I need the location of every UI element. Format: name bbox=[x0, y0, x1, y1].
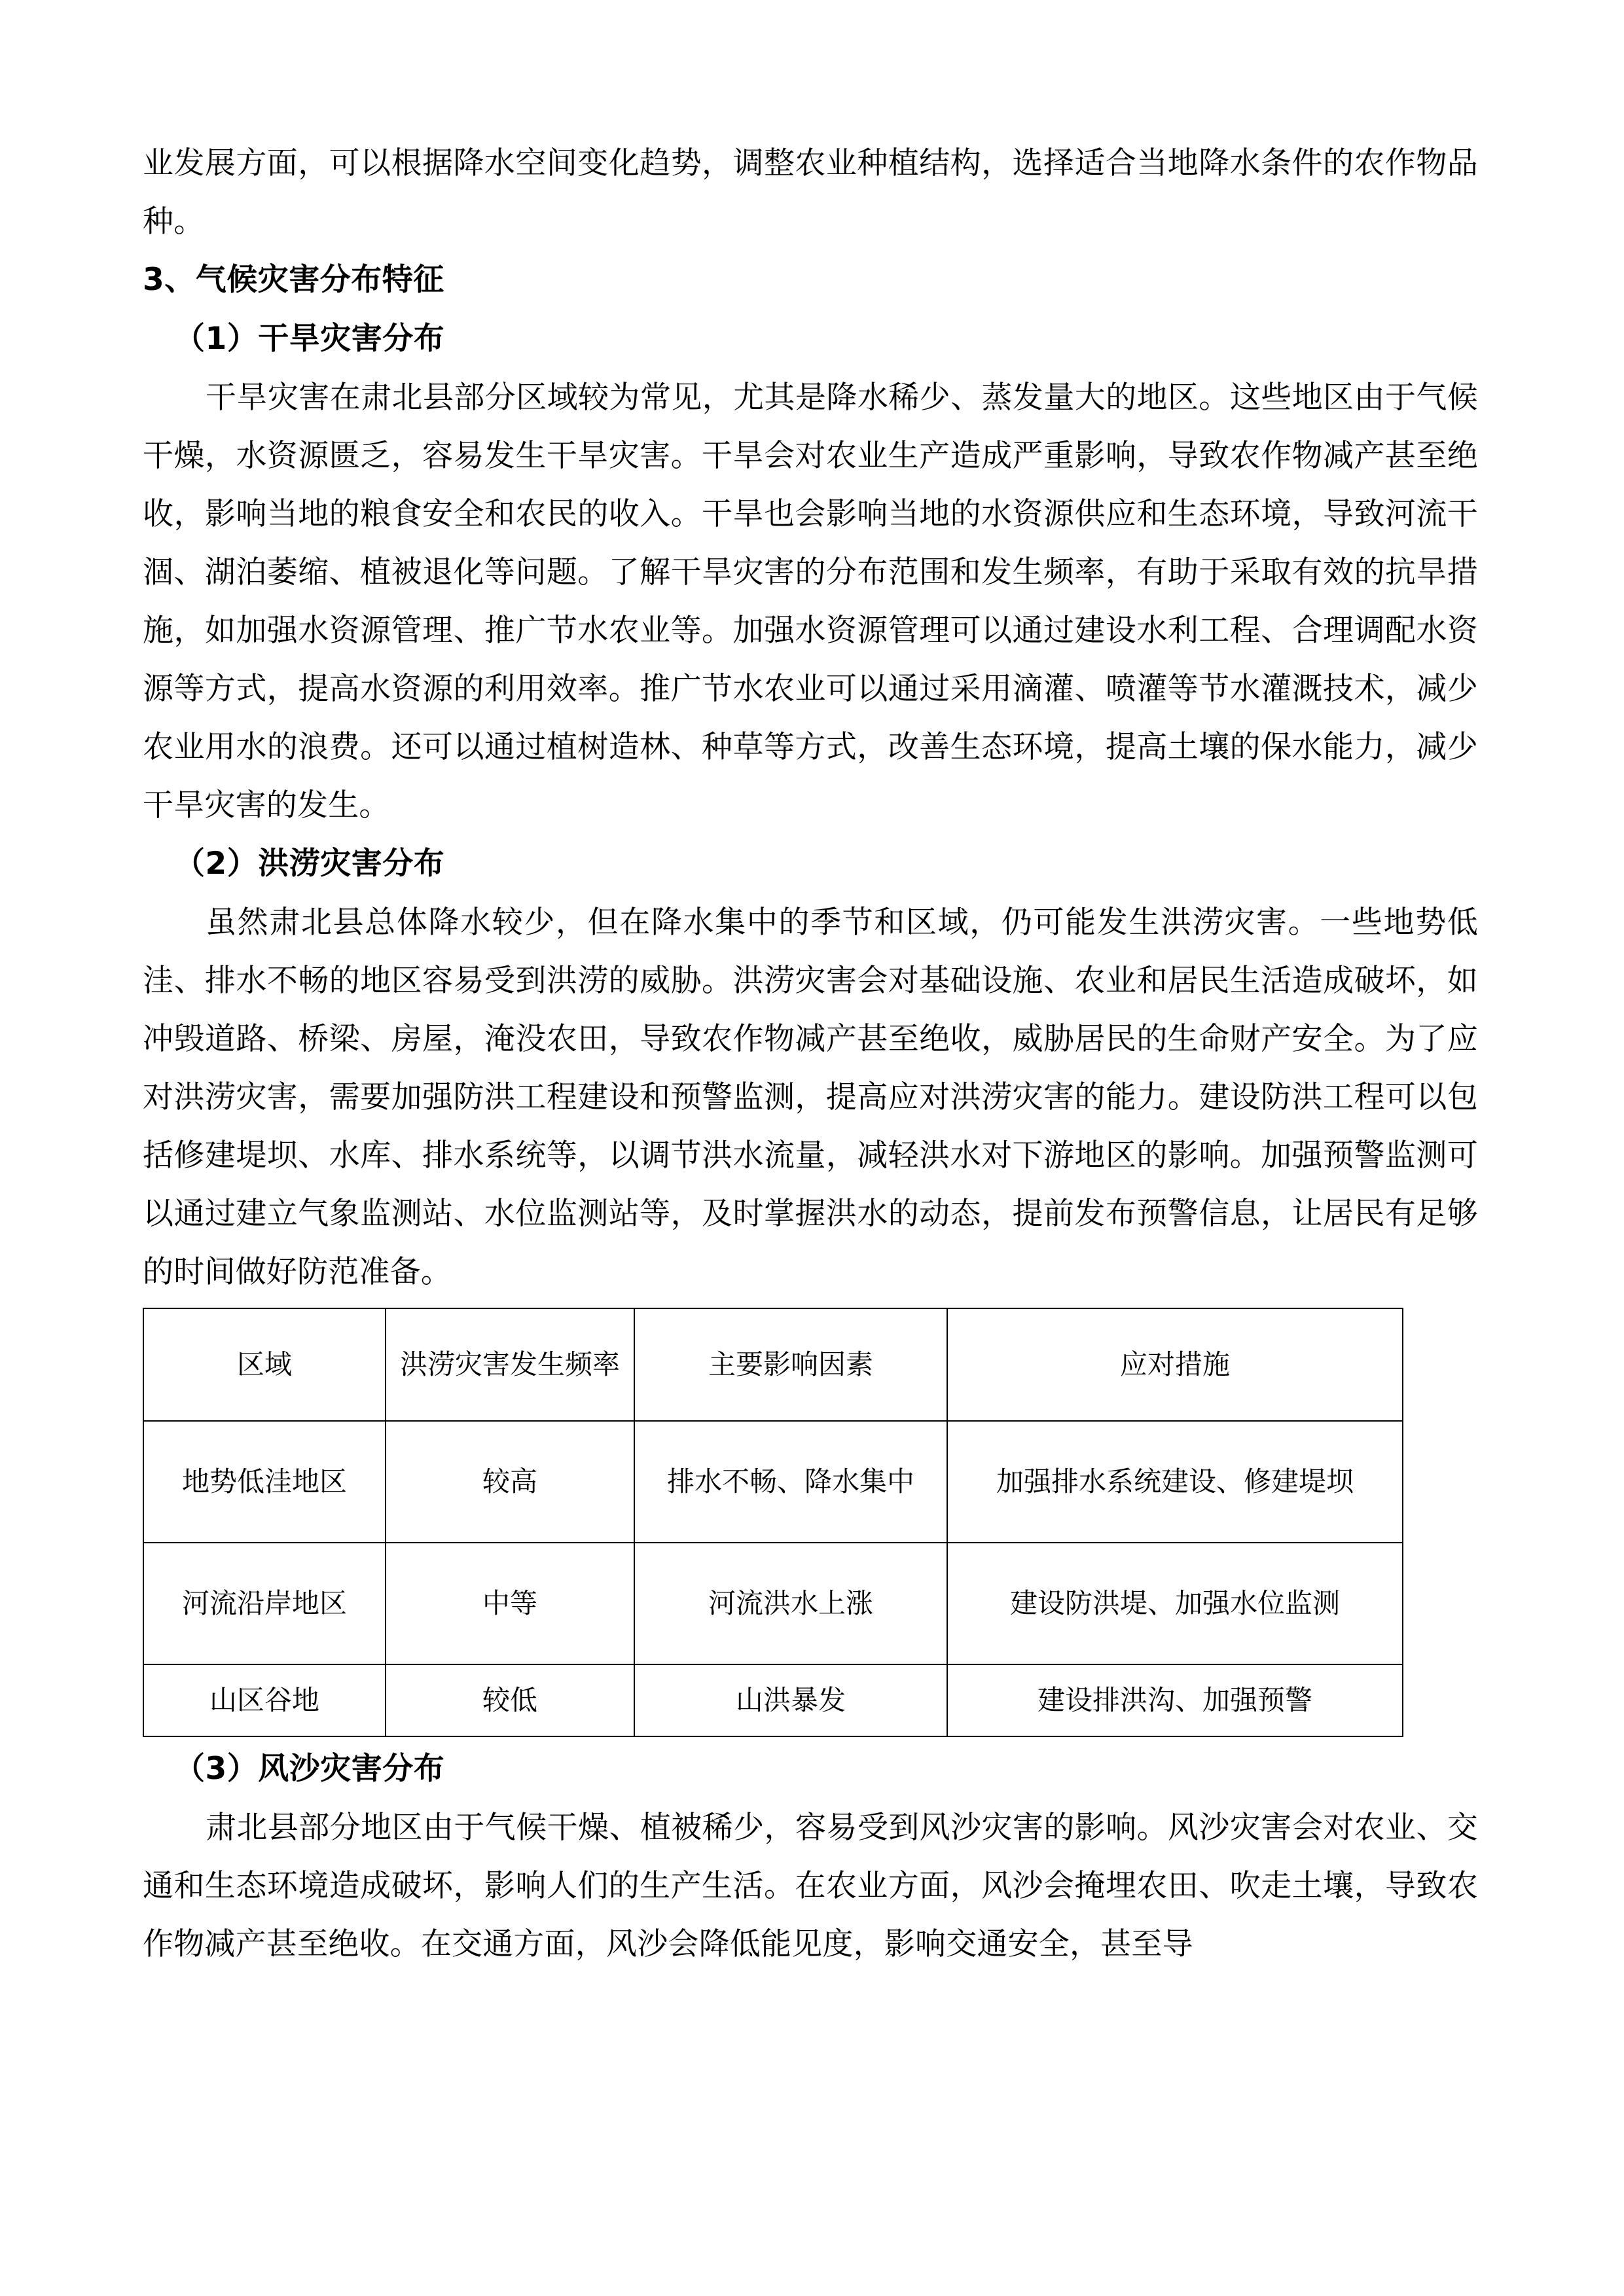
continued-paragraph: 业发展方面，可以根据降水空间变化趋势，调整农业种植结构，选择适合当地降水条件的农作物品种。 bbox=[143, 145, 1478, 240]
subsection-paragraph-1: 干旱灾害在肃北县部分区域较为常见，尤其是降水稀少、蒸发量大的地区。这些地区由于气候干燥，水资源匮乏，容易发生干旱灾害。干旱会对农业生产造成严重影响，导致农作物减产甚至绝收，影响当地的粮食安全和农民的收入。干旱也会影响当地的水资源供应和生态环境，导致河流干涸、湖泊萎缩、植被退化等问题。了解干旱灾害的分布范围和发生频率，有助于采取有效的抗旱措施，如加强水资源管理、推广节水农业等。加强水资源管理可以通过建设水利工程、合理调配水资源等方式，提高水资源的利用效率。推广节水农业可以通过采用滴灌、喷灌等节水灌溉技术，减少农业用水的浪费。还可以通过植树造林、种草等方式，改善生态环境，提高土壤的保水能力，减少干旱灾害的发生。 bbox=[143, 380, 1478, 823]
flood-disaster-table bbox=[143, 1308, 1403, 1737]
table-cell-factors: 山洪暴发 bbox=[634, 1664, 947, 1736]
table-cell-region: 山区谷地 bbox=[143, 1664, 386, 1736]
table-header-cell-factors: 主要影响因素 bbox=[634, 1308, 947, 1421]
table-header-row bbox=[143, 1308, 1403, 1421]
table-cell-factors: 排水不畅、降水集中 bbox=[634, 1421, 947, 1543]
table-cell-region: 地势低洼地区 bbox=[143, 1421, 386, 1543]
subsection-paragraph-2: 虽然肃北县总体降水较少，但在降水集中的季节和区域，仍可能发生洪涝灾害。一些地势低洼、排水不畅的地区容易受到洪涝的威胁。洪涝灾害会对基础设施、农业和居民生活造成破坏，如冲毁道路、桥梁、房屋，淹没农田，导致农作物减产甚至绝收，威胁居民的生命财产安全。为了应对洪涝灾害，需要加强防洪工程建设和预警监测，提高应对洪涝灾害的能力。建设防洪工程可以包括修建堤坝、水库、排水系统等，以调节洪水流量，减轻洪水对下游地区的影响。加强预警监测可以通过建立气象监测站、水位监测站等，及时掌握洪水的动态，提前发布预警信息，让居民有足够的时间做好防范准备。 bbox=[143, 905, 1478, 1290]
table-row bbox=[143, 1543, 1403, 1664]
table-cell-measures: 加强排水系统建设、修建堤坝 bbox=[947, 1421, 1403, 1543]
table-cell-measures: 建设排洪沟、加强预警 bbox=[947, 1664, 1403, 1736]
table-cell-factors: 河流洪水上涨 bbox=[634, 1543, 947, 1664]
table-cell-region: 河流沿岸地区 bbox=[143, 1543, 386, 1664]
subsection-heading-2: （2）洪涝灾害分布 bbox=[174, 846, 445, 882]
table-header-cell-region: 区域 bbox=[143, 1308, 386, 1421]
section-heading-3: 3、气候灾害分布特征 bbox=[143, 262, 444, 298]
table-cell-frequency: 中等 bbox=[386, 1543, 634, 1664]
subsection-heading-1: （1）干旱灾害分布 bbox=[174, 321, 445, 357]
table-cell-frequency: 较低 bbox=[386, 1664, 634, 1736]
document-body bbox=[143, 134, 1478, 1973]
table-header-cell-measures: 应对措施 bbox=[947, 1308, 1403, 1421]
table-row bbox=[143, 1421, 1403, 1543]
table-header-cell-frequency: 洪涝灾害发生频率 bbox=[386, 1308, 634, 1421]
table-cell-measures: 建设防洪堤、加强水位监测 bbox=[947, 1543, 1403, 1664]
table-row bbox=[143, 1664, 1403, 1736]
subsection-paragraph-3: 肃北县部分地区由于气候干燥、植被稀少，容易受到风沙灾害的影响。风沙灾害会对农业、交通和生态环境造成破坏，影响人们的生产生活。在农业方面，风沙会掩埋农田、吹走土壤，导致农作物减产甚至绝收。在交通方面，风沙会降低能见度，影响交通安全，甚至导 bbox=[143, 1810, 1478, 1962]
subsection-heading-3: （3）风沙灾害分布 bbox=[174, 1751, 445, 1787]
table-cell-frequency: 较高 bbox=[386, 1421, 634, 1543]
